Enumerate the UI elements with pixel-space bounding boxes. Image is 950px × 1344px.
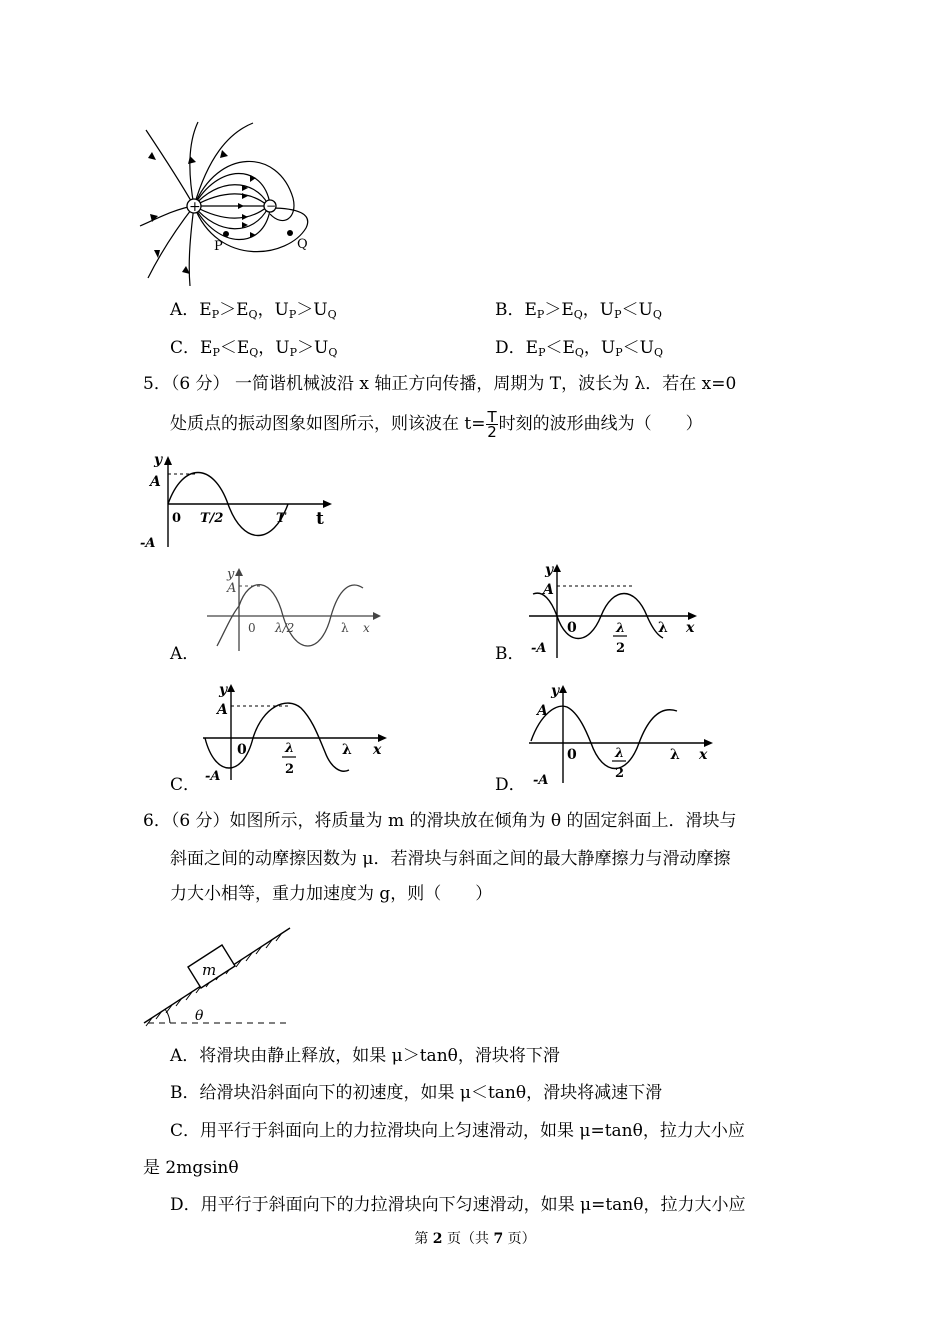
q5-option-b-label: B． — [495, 644, 525, 664]
svg-text:λ: λ — [670, 747, 680, 763]
svg-text:x: x — [699, 747, 708, 763]
svg-text:t: t — [316, 509, 324, 529]
plus-charge: + — [189, 199, 201, 215]
svg-text:0: 0 — [567, 620, 577, 636]
svg-text:x: x — [686, 620, 695, 636]
q5-option-b-graph — [527, 560, 702, 660]
q6-stem-line3: 力大小相等，重力加速度为 g，则（ ） — [170, 884, 493, 904]
svg-text:y: y — [227, 567, 235, 582]
q4-option-b: B．$E_P>E_Q$，$U_P<U_Q$ — [495, 300, 662, 321]
q5-fraction: $\frac{T}{2}$ — [487, 408, 497, 441]
svg-text:λ/2: λ/2 — [275, 621, 295, 635]
svg-text:λ: λ — [616, 621, 626, 636]
svg-text:A: A — [150, 474, 161, 490]
vibration-graph — [138, 452, 338, 552]
q6-option-a: A．将滑块由静止释放，如果 μ＞tanθ，滑块将下滑 — [170, 1046, 560, 1066]
svg-text:-A: -A — [140, 536, 156, 551]
q5-option-d-label: D． — [495, 775, 526, 795]
q4-option-c: C．$E_P<E_Q$，$U_P>U_Q$ — [170, 338, 338, 359]
q6-option-b: B．给滑块沿斜面向下的初速度，如果 μ＜tanθ，滑块将减速下滑 — [170, 1083, 663, 1103]
svg-text:y: y — [551, 683, 560, 699]
svg-text:y: y — [154, 452, 163, 468]
q6-option-c-line1: C．用平行于斜面向上的力拉滑块向上匀速滑动，如果 μ=tanθ，拉力大小应 — [170, 1121, 745, 1141]
svg-text:λ: λ — [615, 746, 625, 761]
incline-figure — [140, 922, 300, 1028]
q4-option-d: D．$E_P<E_Q$，$U_P<U_Q$ — [495, 338, 664, 359]
q5-stem-line1: 5．（6 分） 一简谐机械波沿 x 轴正方向传播，周期为 T，波长为 λ．若在 x=0 — [143, 374, 737, 394]
svg-text:λ: λ — [658, 620, 668, 636]
svg-text:x: x — [363, 621, 370, 635]
q4-option-a: A．$E_P>E_Q$，$U_P>U_Q$ — [170, 300, 337, 321]
svg-text:A: A — [543, 582, 554, 598]
svg-text:y: y — [545, 562, 554, 578]
svg-text:λ: λ — [342, 742, 352, 758]
svg-text:0: 0 — [248, 621, 256, 635]
angle-label: θ — [195, 1008, 204, 1024]
svg-text:T: T — [276, 511, 286, 526]
q6-option-d-line1: D．用平行于斜面向下的力拉滑块向下匀速滑动，如果 μ=tanθ，拉力大小应 — [170, 1195, 746, 1215]
q5-option-a-label: A． — [170, 644, 200, 664]
svg-text:0: 0 — [237, 742, 247, 758]
q5-option-a-graph — [203, 566, 383, 656]
svg-text:λ: λ — [341, 621, 349, 635]
point-q-label: Q — [297, 237, 308, 252]
q5-stem-line2: 处质点的振动图象如图所示，则该波在 t= $\frac{T}{2}$ 时刻的波形曲线为（ ） — [170, 408, 703, 441]
svg-text:A: A — [217, 702, 228, 718]
minus-charge: − — [266, 199, 277, 213]
svg-text:2: 2 — [615, 766, 625, 781]
page-footer: 第 2 页（共 7 页） — [414, 1231, 536, 1247]
svg-text:-A: -A — [533, 773, 549, 788]
svg-text:x: x — [373, 742, 382, 758]
svg-text:-A: -A — [205, 769, 221, 784]
svg-text:T/2: T/2 — [200, 511, 224, 526]
svg-text:A: A — [227, 581, 237, 596]
svg-text:2: 2 — [285, 762, 295, 777]
mass-label: m — [202, 961, 217, 979]
q5-option-c-graph — [201, 680, 391, 785]
svg-text:-A: -A — [531, 641, 547, 656]
q6-option-c-line2: 是 2mgsinθ — [143, 1158, 239, 1178]
q5-option-c-label: C． — [170, 775, 201, 795]
q5-option-d-graph — [527, 683, 717, 788]
field-lines-figure — [138, 118, 328, 288]
svg-text:A: A — [537, 703, 548, 719]
svg-text:λ: λ — [285, 741, 295, 756]
svg-text:0: 0 — [172, 511, 182, 526]
svg-text:0: 0 — [567, 747, 577, 763]
point-p-label: P — [214, 239, 223, 254]
q6-stem-line2: 斜面之间的动摩擦因数为 μ．若滑块与斜面之间的最大静摩擦力与滑动摩擦 — [170, 849, 731, 869]
svg-text:y: y — [219, 682, 228, 698]
svg-text:2: 2 — [616, 641, 626, 656]
q6-stem-line1: 6．（6 分）如图所示，将质量为 m 的滑块放在倾角为 θ 的固定斜面上．滑块与 — [143, 811, 737, 831]
